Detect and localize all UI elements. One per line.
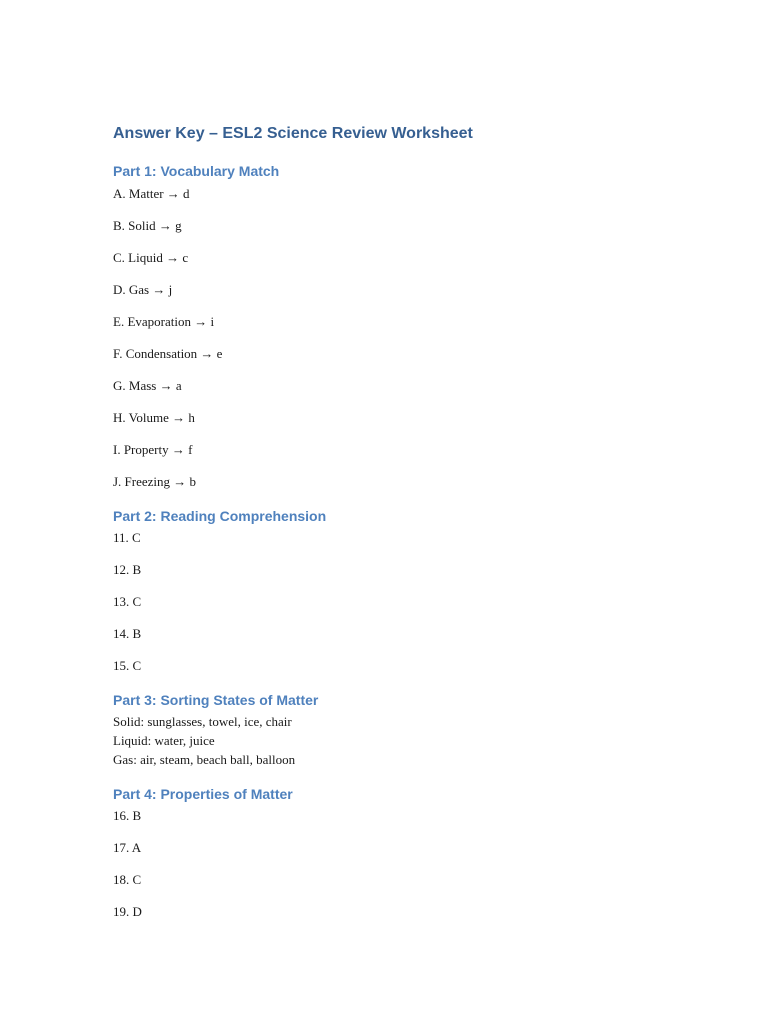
vocab-answer: B. Solid → g [113, 218, 182, 233]
reading-answer: 15. C [113, 658, 142, 673]
vocab-answer: A. Matter → d [113, 186, 190, 201]
vocab-answer: G. Mass → a [113, 378, 182, 393]
properties-answer: 17. A [113, 840, 142, 855]
properties-answer: 19. D [113, 904, 142, 919]
vocab-answer: J. Freezing → b [113, 474, 197, 489]
reading-answer: 12. B [113, 562, 142, 577]
vocab-answer: H. Volume → h [113, 410, 195, 425]
sorting-answer: Liquid: water, juice [113, 733, 215, 748]
vocab-answer: D. Gas → j [113, 282, 173, 297]
sorting-answer: Gas: air, steam, beach ball, balloon [113, 752, 296, 767]
vocab-answer: C. Liquid → c [113, 250, 189, 265]
vocab-answer: E. Evaporation → i [113, 314, 215, 329]
vocab-answer: I. Property → f [113, 442, 193, 457]
part2-heading: Part 2: Reading Comprehension [113, 508, 327, 524]
properties-answer: 16. B [113, 808, 142, 823]
reading-answer: 14. B [113, 626, 142, 641]
part3-heading: Part 3: Sorting States of Matter [113, 692, 319, 708]
reading-answer: 11. C [113, 530, 141, 545]
document-title: Answer Key – ESL2 Science Review Worksheet [113, 125, 473, 142]
part4-heading: Part 4: Properties of Matter [113, 786, 293, 802]
vocab-answer: F. Condensation → e [113, 346, 223, 361]
reading-answer: 13. C [113, 594, 142, 609]
part1-heading: Part 1: Vocabulary Match [113, 163, 280, 179]
sorting-answer: Solid: sunglasses, towel, ice, chair [113, 714, 292, 729]
properties-answer: 18. C [113, 872, 142, 887]
